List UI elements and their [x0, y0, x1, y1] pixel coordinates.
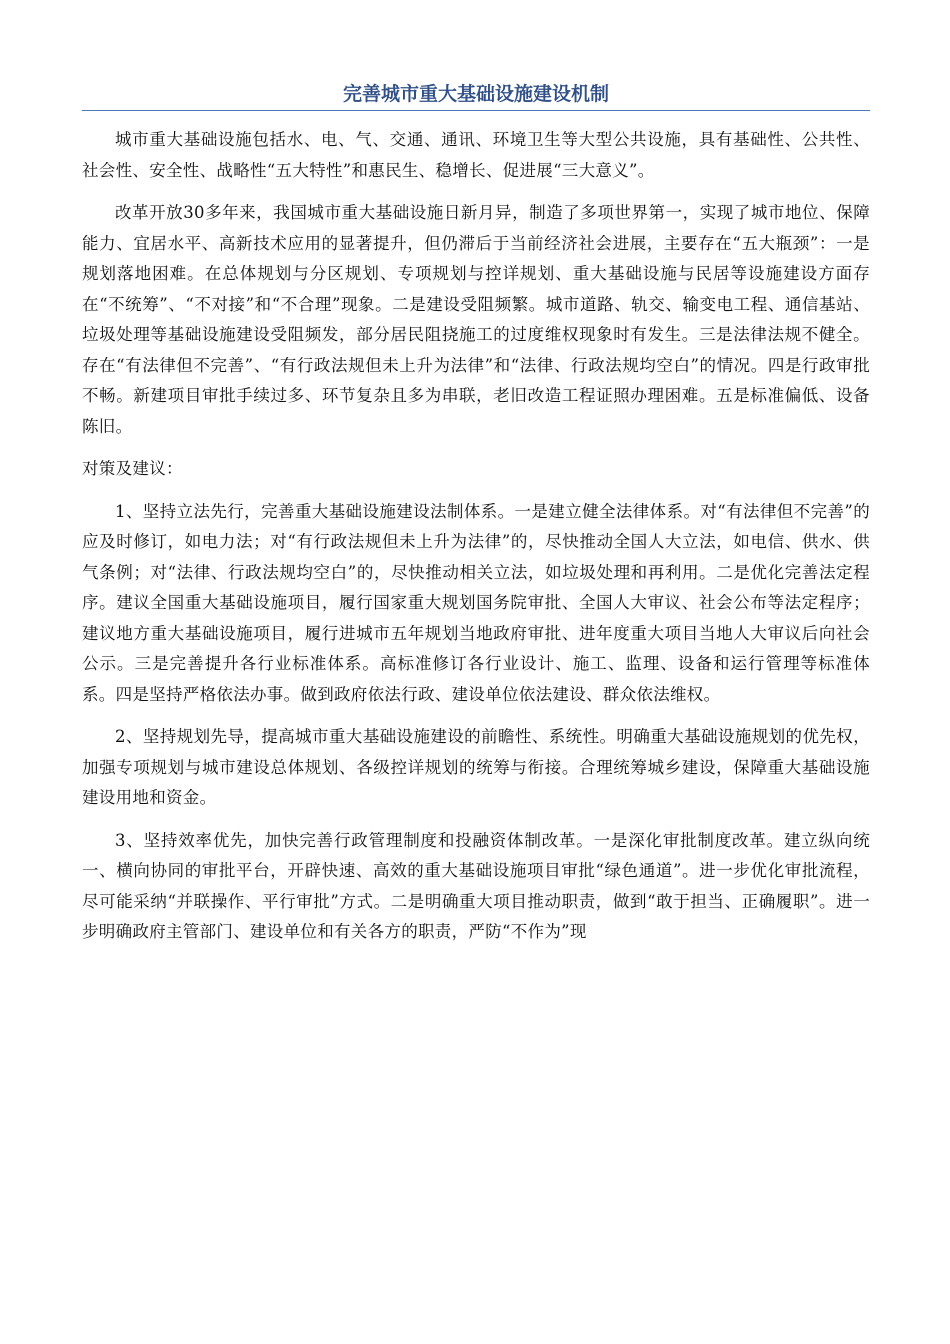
title-underline	[82, 110, 870, 111]
paragraph-suggestion-1: 1、坚持立法先行，完善重大基础设施建设法制体系。一是建立健全法律体系。对“有法律但不完善”的应及时修订，如电力法；对“有行政法规但未上升为法律”的，尽快推动全国人大立法，如电信、供水、供气条例；对“法律、行政法规均空白”的，尽快推动相关立法，如垃圾处理和再利用。二是优化完善法定程序。建议全国重大基础设施项目，履行国家重大规划国务院审批、全国人大审议、社会公布等法定程序；建议地方重大基础设施项目，履行进城市五年规划当地政府审批、进年度重大项目当地人大审议后向社会公示。三是完善提升各行业标准体系。高标准修订各行业设计、施工、监理、设备和运行管理等标准体系。四是坚持严格依法办事。做到政府依法行政、建设单位依法建设、群众依法维权。	[82, 501, 870, 704]
paragraph-suggestion-2: 2、坚持规划先导，提高城市重大基础设施建设的前瞻性、系统性。明确重大基础设施规划的优先权，加强专项规划与城市建设总体规划、各级控详规划的统筹与衔接。合理统筹城乡建设，保障重大基础设施建设用地和资金。	[82, 727, 870, 807]
paragraph-countermeasures-heading: 对策及建议：	[82, 459, 183, 478]
document-title: 完善城市重大基础设施建设机制	[342, 83, 609, 105]
paragraph-bottlenecks: 改革开放30多年来，我国城市重大基础设施日新月异，制造了多项世界第一，实现了城市地位、保障能力、宜居水平、高新技术应用的显著提升，但仍滞后于当前经济社会进展，主要存在“五大瓶颈”：一是规划落地困难。在总体规划与分区规划、专项规划与控详规划、重大基础设施与民居等设施建设方面存在“不统筹”、“不对接”和“不合理”现象。二是建设受阻频繁。城市道路、轨交、输变电工程、通信基站、垃圾处理等基础设施建设受阻频发，部分居民阻挠施工的过度维权现象时有发生。三是法律法规不健全。存在“有法律但不完善”、“有行政法规但未上升为法律”和“法律、行政法规均空白”的情况。四是行政审批不畅。新建项目审批手续过多、环节复杂且多为串联，老旧改造工程证照办理困难。五是标准偏低、设备陈旧。	[82, 203, 870, 436]
paragraph-suggestion-3: 3、坚持效率优先，加快完善行政管理制度和投融资体制改革。一是深化审批制度改革。建立纵向统一、横向协同的审批平台，开辟快速、高效的重大基础设施项目审批“绿色通道”。进一步优化审批流程，尽可能采纳“并联操作、平行审批”方式。二是明确重大项目推动职责，做到“敢于担当、正确履职”。进一步明确政府主管部门、建设单位和有关各方的职责，严防“不作为”现	[82, 830, 871, 941]
paragraph-intro: 城市重大基础设施包括水、电、气、交通、通讯、环境卫生等大型公共设施，具有基础性、公共性、社会性、安全性、战略性“五大特性”和惠民生、稳增长、促进展“三大意义”。	[82, 130, 870, 180]
document-page	[82, 78, 870, 948]
